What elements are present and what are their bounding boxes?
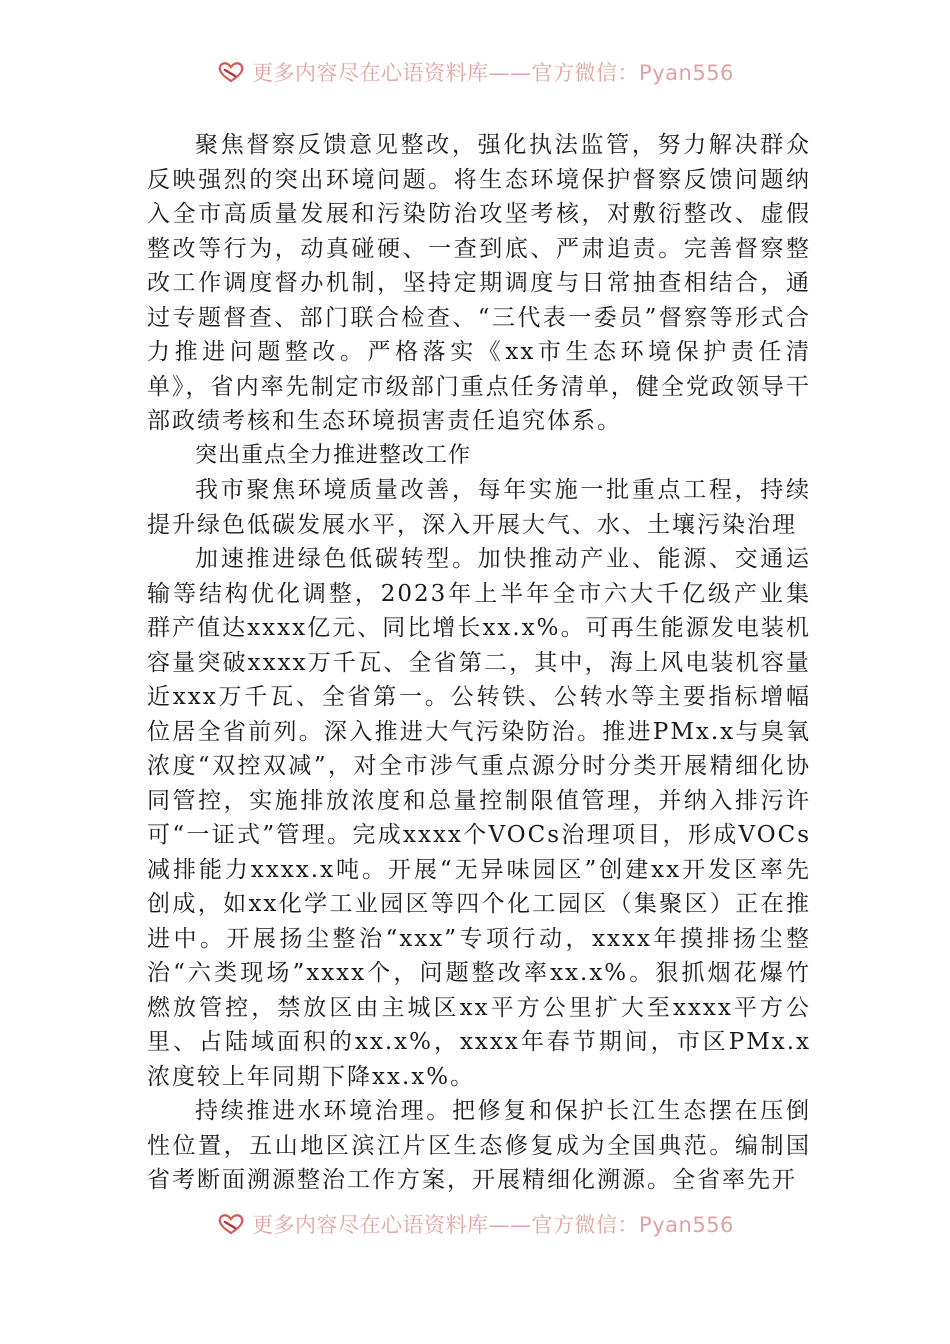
paragraph-key-projects: 我市聚焦环境质量改善，每年实施一批重点工程，持续提升绿色低碳发展水平，深入开展大气、水、土壤污染治理	[147, 477, 811, 538]
heart-logo-icon	[216, 60, 246, 84]
paragraph-green-low-carbon: 加速推进绿色低碳转型。加快推动产业、能源、交通运输等结构优化调整，2023年上半年全市六大千亿级产业集群产值达xxxx亿元、同比增长xx.x%。可再生能源发电装机容量突破xxxx万千瓦、全省第二，其中，海上风电装机容量近xxx万千瓦、全省第一。公转铁、公转水等主要指标增幅位居全省前列。深入推进大气污染防治。推进PMx.x与臭氧浓度“双控双减”，对全市涉气重点源分时分类开展精细化协同管控，实施排放浓度和总量控制限值管理，并纳入排污许可“一证式”管理。完成xxxx个VOCs治理项目，形成VOCs减排能力xxxx.x吨。开展“无异味园区”创建xx开发区率先创成，如xx化学工业园区等四个化工园区（集聚区）正在推进中。开展扬尘整治“xxx”专项行动，xxxx年摸排扬尘整治“六类现场”xxxx个，问题整改率xx.x%。狠抓烟花爆竹燃放管控，禁放区由主城区xx平方公里扩大至xxxx平方公里、占陆域面积的xx.x%，xxxx年春节期间，市区PMx.x浓度较上年同期下降xx.x%。	[147, 546, 811, 1090]
heart-logo-icon	[216, 1212, 246, 1236]
document-body	[147, 128, 811, 1198]
watermark-text: 更多内容尽在心语资料库——官方微信：Pyan556	[252, 61, 734, 85]
paragraph-water-environment: 持续推进水环境治理。把修复和保护长江生态摆在压倒性位置，五山地区滨江片区生态修复成为全国典范。编制国省考断面溯源整治工作方案，开展精细化溯源。全省率先开	[147, 1098, 811, 1193]
watermark-banner-bottom	[0, 1204, 950, 1244]
paragraph-supervision-rectification: 聚焦督察反馈意见整改，强化执法监管，努力解决群众反映强烈的突出环境问题。将生态环境保护督察反馈问题纳入全市高质量发展和污染防治攻坚考核，对敷衍整改、虚假整改等行为，动真碰硬、一查到底、严肃追责。完善督察整改工作调度督办机制，坚持定期调度与日常抽查相结合，通过专题督查、部门联合检查、“三代表一委员”督察等形式合力推进问题整改。严格落实《xx市生态环境保护责任清单》，省内率先制定市级部门重点任务清单，健全党政领导干部政绩考核和生态环境损害责任追究体系。	[147, 132, 811, 434]
watermark-banner-top	[0, 52, 950, 92]
section-heading: 突出重点全力推进整改工作	[195, 442, 472, 468]
watermark-text: 更多内容尽在心语资料库——官方微信：Pyan556	[252, 1213, 734, 1237]
